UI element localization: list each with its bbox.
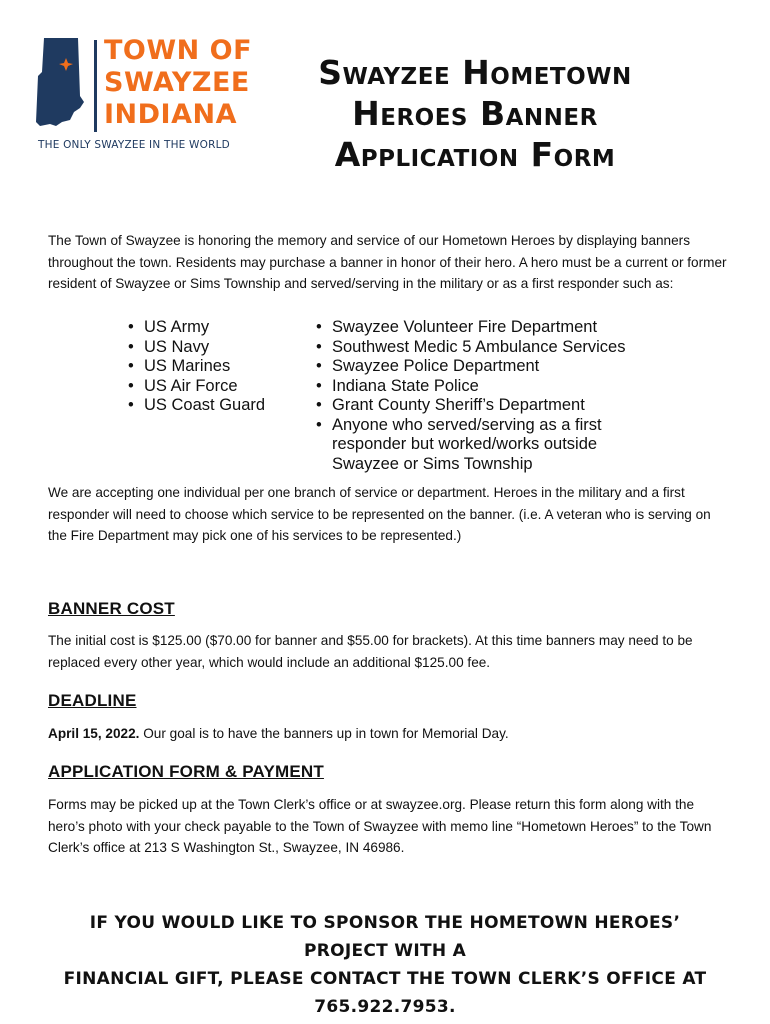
list-item: • Southwest Medic 5 Ambulance Services xyxy=(312,338,652,358)
application-heading: APPLICATION FORM & PAYMENT xyxy=(48,762,324,781)
intro-paragraph: The Town of Swayzee is honoring the memory and service of our Hometown Heroes by displaying banners throughout the town. Residents may purchase a banner in honor of their hero. A hero must be a current or former resident of Swayzee or Sims Township and served/serving in the military or as a first responder such as: xyxy=(48,233,727,291)
list-item: • US Army xyxy=(124,318,294,338)
deadline-note: Our goal is to have the banners up in town for Memorial Day. xyxy=(139,726,509,741)
first-responder-list xyxy=(312,318,652,474)
list-item: • Anyone who served/serving as a first responder but worked/works outside Swayzee or Sims Township xyxy=(312,416,652,475)
list-item: • US Marines xyxy=(124,357,294,377)
logo-line-town-of: TOWN OF xyxy=(104,35,253,66)
deadline-date: April 15, 2022. xyxy=(48,726,140,741)
title-line: Heroes Banner xyxy=(352,94,598,133)
logo-line-swayzee: SWAYZEE xyxy=(104,67,250,98)
page-title xyxy=(290,52,660,175)
application-text: Forms may be picked up at the Town Clerk’s office or at swayzee.org. Please return this form along with the hero’s photo with your check payable to the Town of Swayzee with memo line “Hometown Heroes” to the Town Clerk’s office at 213 S Washington St., Swayzee, IN 46986. xyxy=(48,797,712,855)
list-item: • Indiana State Police xyxy=(312,377,652,397)
logo-line-indiana: INDIANA xyxy=(104,99,237,130)
list-item: • US Air Force xyxy=(124,377,294,397)
indiana-map-icon xyxy=(34,36,90,128)
banner-cost-heading: BANNER COST xyxy=(48,599,175,618)
logo-tagline: THE ONLY SWAYZEE IN THE WORLD xyxy=(38,139,230,151)
sponsor-notice xyxy=(60,909,710,1021)
sponsor-line: FINANCIAL GIFT, PLEASE CONTACT THE TOWN CLERK’S OFFICE AT 765.922.7953. xyxy=(63,969,707,1017)
deadline-heading: DEADLINE xyxy=(48,691,137,710)
list-item: • US Navy xyxy=(124,338,294,358)
title-line: Swayzee Hometown xyxy=(318,53,632,92)
list-item: • Swayzee Volunteer Fire Department xyxy=(312,318,652,338)
logo-divider xyxy=(94,40,97,132)
accepting-paragraph: We are accepting one individual per one branch of service or department. Heroes in the military and a first responder will need to choose which service to be represented on the banner. (i.e. A veteran who is serving on the Fire Department may pick one of his services to be represented.) xyxy=(48,485,711,543)
list-item: • Grant County Sheriff’s Department xyxy=(312,396,652,416)
title-line: Application Form xyxy=(334,135,616,174)
town-logo xyxy=(34,36,264,156)
banner-cost-text: The initial cost is $125.00 ($70.00 for banner and $55.00 for brackets). At this time banners may need to be replaced every other year, which would include an additional $125.00 fee. xyxy=(48,633,693,670)
sponsor-line: IF YOU WOULD LIKE TO SPONSOR THE HOMETOWN HEROES’ PROJECT WITH A xyxy=(89,913,681,961)
list-item: • US Coast Guard xyxy=(124,396,294,416)
deadline-text xyxy=(48,723,728,745)
military-branch-list xyxy=(124,318,294,416)
list-item: • Swayzee Police Department xyxy=(312,357,652,377)
